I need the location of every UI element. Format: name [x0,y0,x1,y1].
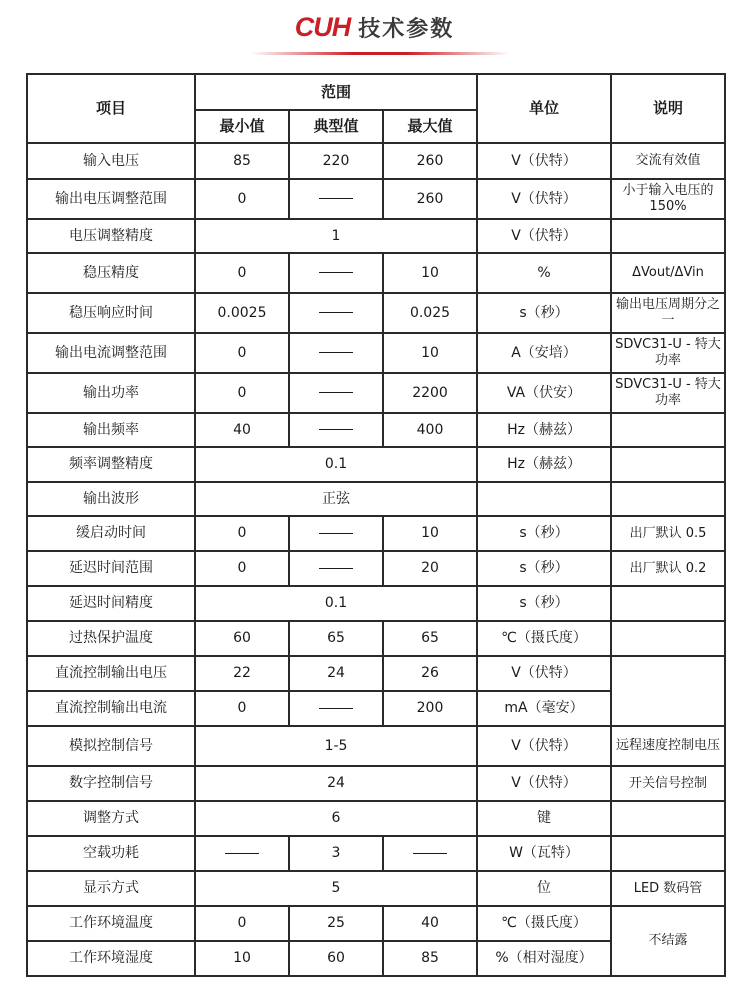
cell-note [611,586,725,621]
cell-typ [289,333,383,373]
cell-note: LED 数码管 [611,871,725,906]
cell-min: 40 [195,413,289,447]
cell-item: 电压调整精度 [27,219,195,253]
cell-max: 26 [383,656,477,691]
dash-mark [319,568,353,569]
cell-typ: 60 [289,941,383,976]
cell-typ: 65 [289,621,383,656]
table-row [27,516,725,551]
cell-typ [289,516,383,551]
cell-range-merged: 6 [195,801,477,836]
cell-max: 65 [383,621,477,656]
cell-typ: 24 [289,656,383,691]
cell-item: 缓启动时间 [27,516,195,551]
cell-unit: V（伏特） [477,179,611,219]
cell-note [611,447,725,482]
spec-table-body [27,143,725,976]
cell-note [611,219,725,253]
cell-typ: 220 [289,143,383,179]
dash-mark [319,272,353,273]
title-underline [250,52,510,55]
cell-note: 出厂默认 0.2 [611,551,725,586]
cell-item: 直流控制输出电流 [27,691,195,726]
table-row [27,179,725,219]
cell-note: SDVC31-U - 特大功率 [611,333,725,373]
dash-mark [319,533,353,534]
dash-mark [319,429,353,430]
cell-unit: V（伏特） [477,219,611,253]
dash-mark [413,853,447,854]
spec-table-wrapper [26,73,724,977]
cell-typ [289,253,383,293]
cell-unit: W（瓦特） [477,836,611,871]
cell-unit [477,482,611,516]
cell-item: 工作环境湿度 [27,941,195,976]
cell-typ [289,691,383,726]
cell-note: 开关信号控制 [611,766,725,801]
table-row [27,551,725,586]
table-row [27,253,725,293]
cell-unit: 键 [477,801,611,836]
cell-max: 0.025 [383,293,477,333]
cell-max: 260 [383,143,477,179]
cell-item: 显示方式 [27,871,195,906]
cell-range-merged: 0.1 [195,586,477,621]
cell-unit: Hz（赫兹） [477,413,611,447]
cell-unit: A（安培） [477,333,611,373]
cell-unit: VA（伏安） [477,373,611,413]
cell-max: 40 [383,906,477,941]
cell-unit: V（伏特） [477,766,611,801]
cell-range-merged: 5 [195,871,477,906]
table-row [27,143,725,179]
cell-min: 0 [195,253,289,293]
table-row [27,586,725,621]
cell-item: 延迟时间范围 [27,551,195,586]
cell-min: 0 [195,516,289,551]
table-row [27,333,725,373]
cell-min: 22 [195,656,289,691]
cell-min: 0 [195,179,289,219]
cell-max: 10 [383,333,477,373]
cell-min: 0 [195,551,289,586]
cell-min: 10 [195,941,289,976]
cell-note [611,836,725,871]
cell-unit: mA（毫安） [477,691,611,726]
cell-item: 延迟时间精度 [27,586,195,621]
cell-unit: % [477,253,611,293]
dash-mark [319,198,353,199]
cell-unit: V（伏特） [477,143,611,179]
cell-unit: ℃（摄氏度） [477,906,611,941]
cell-unit: s（秒） [477,516,611,551]
table-row [27,906,725,941]
cell-typ: 3 [289,836,383,871]
header-note: 说明 [611,74,725,143]
dash-mark [319,352,353,353]
cell-min: 0.0025 [195,293,289,333]
cell-max: 2200 [383,373,477,413]
cell-max: 200 [383,691,477,726]
table-row [27,621,725,656]
cell-unit: Hz（赫兹） [477,447,611,482]
cell-typ [289,413,383,447]
cell-range-merged: 正弦 [195,482,477,516]
table-row [27,447,725,482]
cell-item: 稳压精度 [27,253,195,293]
header-range: 范围 [195,74,477,110]
dash-mark [225,853,259,854]
cell-item: 频率调整精度 [27,447,195,482]
cell-min [195,836,289,871]
cell-max: 400 [383,413,477,447]
cell-typ [289,179,383,219]
cell-typ [289,551,383,586]
dash-mark [319,708,353,709]
cell-unit: V（伏特） [477,726,611,766]
table-row [27,656,725,691]
cell-item: 输出电压调整范围 [27,179,195,219]
cell-min: 0 [195,906,289,941]
cell-item: 输出频率 [27,413,195,447]
cell-range-merged: 1-5 [195,726,477,766]
cell-unit: V（伏特） [477,656,611,691]
cell-max: 260 [383,179,477,219]
header-min: 最小值 [195,110,289,143]
cell-note [611,482,725,516]
cell-note: 输出电压周期分之一 [611,293,725,333]
cell-item: 模拟控制信号 [27,726,195,766]
table-row [27,801,725,836]
table-row [27,836,725,871]
cell-note: ΔVout/ΔVin [611,253,725,293]
cell-note [611,413,725,447]
cell-min: 60 [195,621,289,656]
table-row [27,293,725,333]
table-row [27,871,725,906]
cell-typ: 25 [289,906,383,941]
cell-item: 工作环境温度 [27,906,195,941]
table-row [27,413,725,447]
cell-min: 0 [195,373,289,413]
spec-table [26,73,726,977]
cell-note [611,801,725,836]
header-unit: 单位 [477,74,611,143]
cell-item: 空载功耗 [27,836,195,871]
cell-item: 直流控制输出电压 [27,656,195,691]
cell-unit: s（秒） [477,586,611,621]
cell-min: 0 [195,333,289,373]
page-header [0,8,749,58]
cell-note: 远程速度控制电压 [611,726,725,766]
cell-max [383,836,477,871]
cell-unit: %（相对湿度） [477,941,611,976]
cell-item: 输入电压 [27,143,195,179]
header-item: 项目 [27,74,195,143]
cell-max: 10 [383,516,477,551]
cell-note: 交流有效值 [611,143,725,179]
table-row [27,726,725,766]
cell-item: 输出功率 [27,373,195,413]
table-row [27,482,725,516]
cell-max: 20 [383,551,477,586]
brand-logo: CUH [294,12,351,42]
cell-unit: s（秒） [477,293,611,333]
cell-max: 85 [383,941,477,976]
cell-typ [289,373,383,413]
table-row [27,766,725,801]
cell-unit: ℃（摄氏度） [477,621,611,656]
cell-item: 数字控制信号 [27,766,195,801]
cell-note: 不结露 [611,906,725,976]
header-typ: 典型值 [289,110,383,143]
dash-mark [319,312,353,313]
cell-unit: s（秒） [477,551,611,586]
table-row [27,373,725,413]
cell-range-merged: 1 [195,219,477,253]
cell-note [611,621,725,656]
dash-mark [319,392,353,393]
cell-range-merged: 0.1 [195,447,477,482]
cell-item: 输出电流调整范围 [27,333,195,373]
table-row [27,219,725,253]
cell-item: 过热保护温度 [27,621,195,656]
cell-min: 0 [195,691,289,726]
header-max: 最大值 [383,110,477,143]
cell-unit: 位 [477,871,611,906]
cell-item: 调整方式 [27,801,195,836]
cell-item: 稳压响应时间 [27,293,195,333]
cell-range-merged: 24 [195,766,477,801]
cell-note: 小于输入电压的 150% [611,179,725,219]
cell-item: 输出波形 [27,482,195,516]
brand-row [295,12,455,43]
page-title: 技术参数 [358,17,455,42]
cell-note: 出厂默认 0.5 [611,516,725,551]
cell-note [611,656,725,726]
cell-typ [289,293,383,333]
cell-max: 10 [383,253,477,293]
cell-note: SDVC31-U - 特大功率 [611,373,725,413]
cell-min: 85 [195,143,289,179]
